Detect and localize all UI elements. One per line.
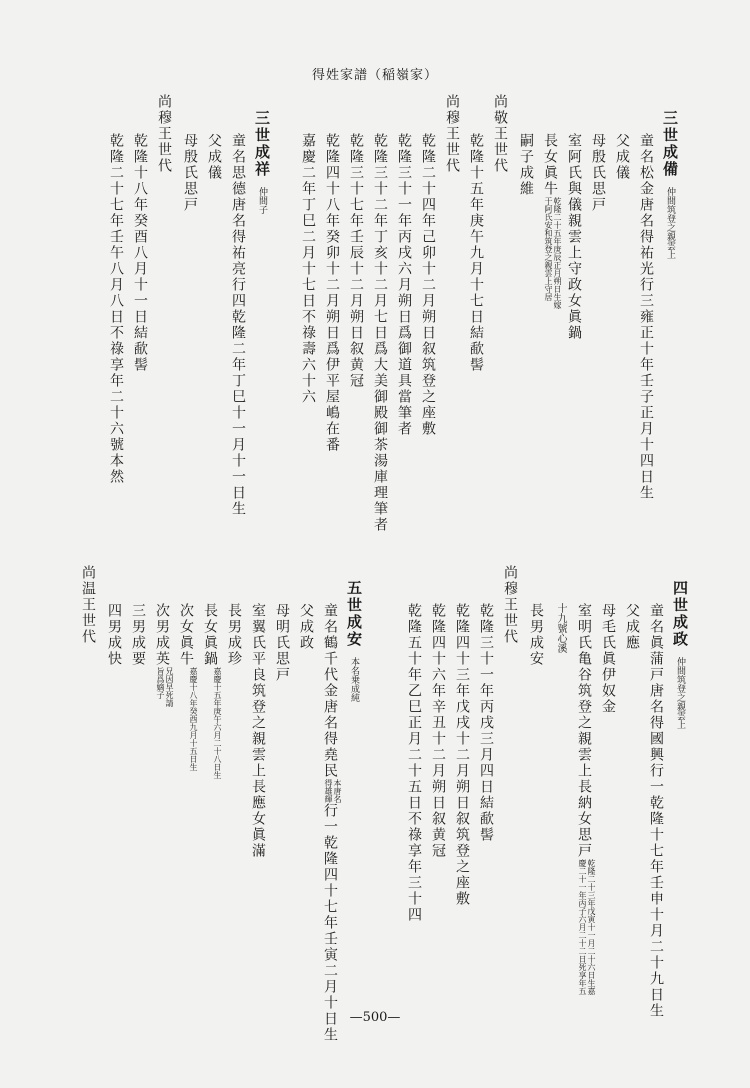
column-text: 乾隆三十一年丙戌三月四日結歃髻: [478, 603, 494, 843]
column-text: 嘉慶二年丁巳二月十七日不祿壽六十六: [300, 133, 316, 405]
upper-text-column: [104, 133, 128, 485]
column-text: 尚敬王世代: [492, 94, 508, 174]
column-text: 三男成要: [130, 603, 146, 667]
lower-text-column: [402, 603, 426, 923]
column-text: 母明氏思戸: [274, 603, 290, 683]
lower-text-column: [270, 603, 294, 683]
lower-text-column: [548, 603, 572, 653]
upper-text-column: [610, 133, 634, 181]
lower-generation-heading: [342, 580, 366, 702]
upper-text-column: [538, 133, 562, 309]
title-annotation: 本名乗成純: [349, 648, 359, 702]
lower-text-column: [222, 603, 246, 667]
column-text: 乾隆二十七年壬午八月八日不祿享年二十六號本然: [108, 133, 124, 485]
lower-text-column: [524, 603, 548, 667]
column-text: 乾隆五十年乙巳正月二十五日不祿享年三十四: [406, 603, 422, 923]
column-text: 尚温王世代: [80, 565, 96, 645]
upper-generation-heading: [250, 110, 274, 214]
lower-text-column: [426, 603, 450, 859]
column-text: 乾隆四十六年辛丑十二月朔日叙黄冠: [430, 603, 446, 859]
column-text: 室翼氏平良筑登之親雲上長應女眞滿: [250, 603, 266, 859]
column-text: 三世成祥: [253, 110, 271, 178]
upper-text-column: [514, 133, 538, 197]
column-text-continued: 行一乾隆四十七年壬寅二月十日生: [322, 803, 338, 1043]
upper-text-column: [392, 133, 416, 437]
page-number: —500—: [349, 1010, 401, 1025]
column-text: 尚穆王世代: [502, 565, 518, 645]
column-text: 長女眞鍋: [202, 603, 218, 667]
column-text: 室阿氏與儀親雲上守政女眞鍋: [566, 133, 582, 341]
lower-text-column: [620, 603, 644, 651]
column-text: 長女眞牛: [542, 133, 558, 197]
column-text: 室明氏亀谷筑登之親雲上長納女思戸: [576, 603, 592, 859]
column-text: 嗣子成維: [518, 133, 534, 197]
column-text: 乾隆三十二年丁亥十二月七日爲大美御殿御茶湯庫理筆者: [372, 133, 388, 533]
lower-text-column: [102, 603, 126, 667]
lower-text-column: [644, 603, 668, 1019]
column-text: 長男成珍: [226, 603, 242, 667]
column-text: 童名眞蒲戸唐名得國興行一乾隆十七年壬申十月二十九日生: [648, 603, 664, 1019]
column-text: 四男成快: [106, 603, 122, 667]
lower-text-column: [294, 603, 318, 651]
column-text: 父成政: [298, 603, 314, 651]
column-text: 尚穆王世代: [156, 94, 172, 174]
lower-text-column: [572, 603, 596, 995]
title-annotation: 仲間子: [257, 178, 267, 214]
column-text: 乾隆十八年癸酉八月十一日結歃髻: [132, 133, 148, 373]
column-text: 父成應: [624, 603, 640, 651]
column-text: 童名鶴千代金唐名得堯民: [322, 603, 338, 779]
column-text: 母殷氏思戸: [182, 133, 198, 213]
column-text: 乾隆四十三年戊戌十二月朔日叙筑登之座敷: [454, 603, 470, 907]
upper-text-column: [586, 133, 610, 213]
column-text: 童名思德唐名得祐亮行四乾隆二年丁巳十一月十一日生: [230, 133, 246, 517]
lower-text-column: [596, 603, 620, 715]
column-text: 四世成政: [671, 580, 689, 648]
upper-text-column: [634, 133, 658, 501]
column-text: 長男成安: [528, 603, 544, 667]
upper-text-column: [178, 133, 202, 213]
upper-text-column: [226, 133, 250, 517]
column-text: 母毛氏眞伊奴金: [600, 603, 616, 715]
column-text: 三世成備: [661, 110, 679, 178]
lower-text-column: [198, 603, 222, 779]
column-text: 十九號心溪: [555, 603, 566, 653]
lower-text-column: [174, 603, 198, 771]
inline-note: 嘉慶十五年庚午六月二十八日生: [213, 667, 222, 779]
upper-text-column: [464, 133, 488, 373]
column-text: 乾隆三十七年壬辰十二月朔日叙黄冠: [348, 133, 364, 389]
upper-text-column: [202, 133, 226, 181]
lower-text-column: [126, 603, 150, 667]
upper-text-column: [488, 94, 512, 174]
inline-note: 乾隆二十三年戊寅十一月二十六日生嘉 慶二十一年丙子六月二十二日死享年五: [578, 859, 596, 995]
inline-note: 乾隆二十五年庚辰正月朔日生嫁 于阿氏安和筑登之親雲上守居: [544, 197, 562, 309]
page-header: 得姓家譜（稲嶺家）: [311, 68, 438, 83]
lower-text-column: [474, 603, 498, 843]
upper-text-column: [296, 133, 320, 405]
inline-note: 本唐名 得雄輝: [324, 779, 342, 803]
lower-text-column: [246, 603, 270, 859]
column-text: 乾隆十五年庚午九月十七日結歃髻: [468, 133, 484, 373]
upper-text-column: [562, 133, 586, 341]
title-annotation: 仲間筑登之親雲上: [675, 648, 685, 729]
column-text: 童名松金唐名得祐光行三雍正十年壬子正月十四日生: [638, 133, 654, 501]
upper-text-column: [128, 133, 152, 373]
column-text: 父成儀: [206, 133, 222, 181]
upper-generation-heading: [658, 110, 682, 259]
lower-text-column: [450, 603, 474, 907]
column-text: 乾隆四十八年癸卯十二月朔日爲伊平屋嶋在番: [324, 133, 340, 453]
lower-text-column: [498, 565, 522, 645]
lower-text-column: [76, 565, 100, 645]
lower-text-column: [150, 603, 174, 707]
column-text: 次男成英: [154, 603, 170, 667]
lower-generation-heading: [668, 580, 692, 729]
column-text: 尚穆王世代: [444, 94, 460, 174]
upper-text-column: [440, 94, 464, 174]
column-text: 父成儀: [614, 133, 630, 181]
upper-text-column: [320, 133, 344, 453]
title-annotation: 仲間筑登之親雲上: [665, 178, 675, 259]
column-text: 次女眞牛: [178, 603, 194, 667]
column-text: 乾隆三十一年丙戌六月朔日爲御道具當筆者: [396, 133, 412, 437]
upper-text-column: [344, 133, 368, 389]
upper-text-column: [368, 133, 392, 533]
column-text: 乾隆二十四年己卯十二月朔日叙筑登之座敷: [420, 133, 436, 437]
inline-note: 兄因早死請 旨爲嫡子: [156, 667, 174, 707]
inline-note: 嘉慶十八年癸酉九月十五日生: [189, 667, 198, 771]
column-text: 五世成安: [345, 580, 363, 648]
upper-text-column: [152, 94, 176, 174]
column-text: 母殷氏思戸: [590, 133, 606, 213]
lower-text-column: [318, 603, 342, 1043]
upper-text-column: [416, 133, 440, 437]
